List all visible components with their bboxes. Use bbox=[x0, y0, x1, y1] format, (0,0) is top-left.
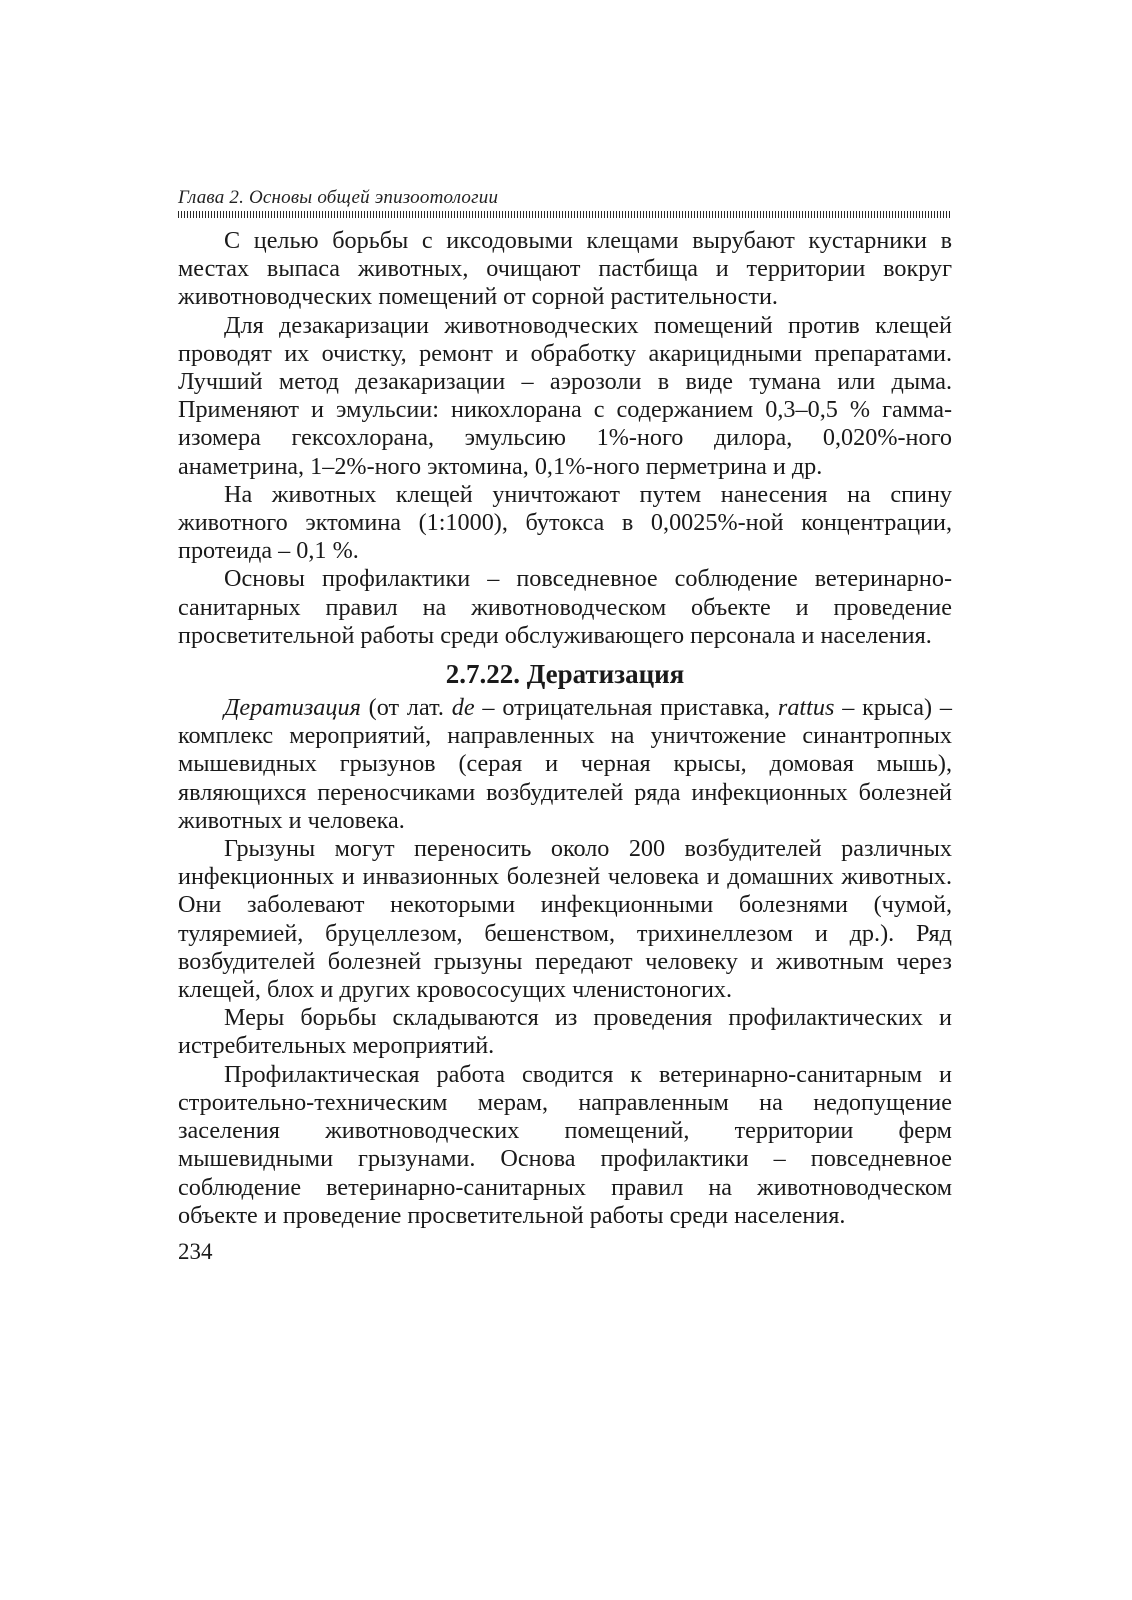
running-head: Глава 2. Основы общей эпизоотологии bbox=[178, 187, 499, 208]
section-heading: 2.7.22. Дератизация bbox=[445, 659, 685, 690]
term-derat: Дератизация bbox=[224, 694, 361, 722]
paragraph: Основы профилактики – повседневное соблюдение ветеринарно-санитарных правил на животноводческом объекте и проведение просветительной работы среди обслуживающего персонала и населения. bbox=[178, 565, 952, 649]
header-rule bbox=[178, 211, 952, 218]
latin-de: de bbox=[451, 694, 475, 722]
definition-text-3: – крыса) – комплекс мероприятий, направленных на уничтожение синантропных мышевидных грызунов (серая и черная крысы, домовая мышь), являющихся переносчиками возбудителей ряда инфекционных болезней животных и человека. bbox=[178, 694, 952, 834]
paragraph: Профилактическая работа сводится к ветеринарно-санитарным и строительно-техническим мерам, направленным на недопущение заселения животноводческих помещений, территории ферм мышевидными грызунами. Основа профилактики – повседневное соблюдение ветеринарно-санитарных правил на животноводческом объекте и проведение просветительной работы среди населения. bbox=[178, 1060, 952, 1229]
page-number: 234 bbox=[178, 1238, 213, 1264]
body-text bbox=[178, 227, 952, 1230]
definition-text-2: – отрицательная приставка, bbox=[474, 694, 778, 722]
book-page bbox=[178, 186, 952, 1266]
paragraph: Грызуны могут переносить около 200 возбудителей различных инфекционных и инвазионных болезней человека и домашних животных. Они заболевают некоторыми инфекционными болезнями (чумой, туляремией, бруцеллезом, бешенством, трихинеллезом и др.). Ряд возбудителей болезней грызуны передают человеку и животным через клещей, блох и других кровососущих членистоногих. bbox=[178, 835, 952, 1004]
paragraph: Меры борьбы складываются из проведения профилактических и истребительных мероприятий. bbox=[178, 1004, 952, 1060]
paragraph: Для дезакаризации животноводческих помещений против клещей проводят их очистку, ремонт и обработку акарицидными препаратами. Лучший метод дезакаризации – аэрозоли в виде тумана или дыма. Применяют и эмульсии: никохлорана с содержанием 0,3–0,5 % гамма-изомера гексохлорана, эмульсию 1%-ного дилора, 0,020%-ного анаметрина, 1–2%-ного эктомина, 0,1%-ного перметрина и др. bbox=[178, 311, 952, 480]
latin-rattus: rattus bbox=[777, 694, 835, 722]
definition-text-1: (от лат. bbox=[360, 694, 452, 722]
definition-paragraph bbox=[178, 694, 952, 835]
paragraph: На животных клещей уничтожают путем нанесения на спину животного эктомина (1:1000), бутокса в 0,0025%-ной концентрации, протеида – 0,1 %. bbox=[178, 480, 952, 565]
paragraph: С целью борьбы с иксодовыми клещами вырубают кустарники в местах выпаса животных, очищают пастбища и территории вокруг животноводческих помещений от сорной растительности. bbox=[178, 227, 952, 311]
